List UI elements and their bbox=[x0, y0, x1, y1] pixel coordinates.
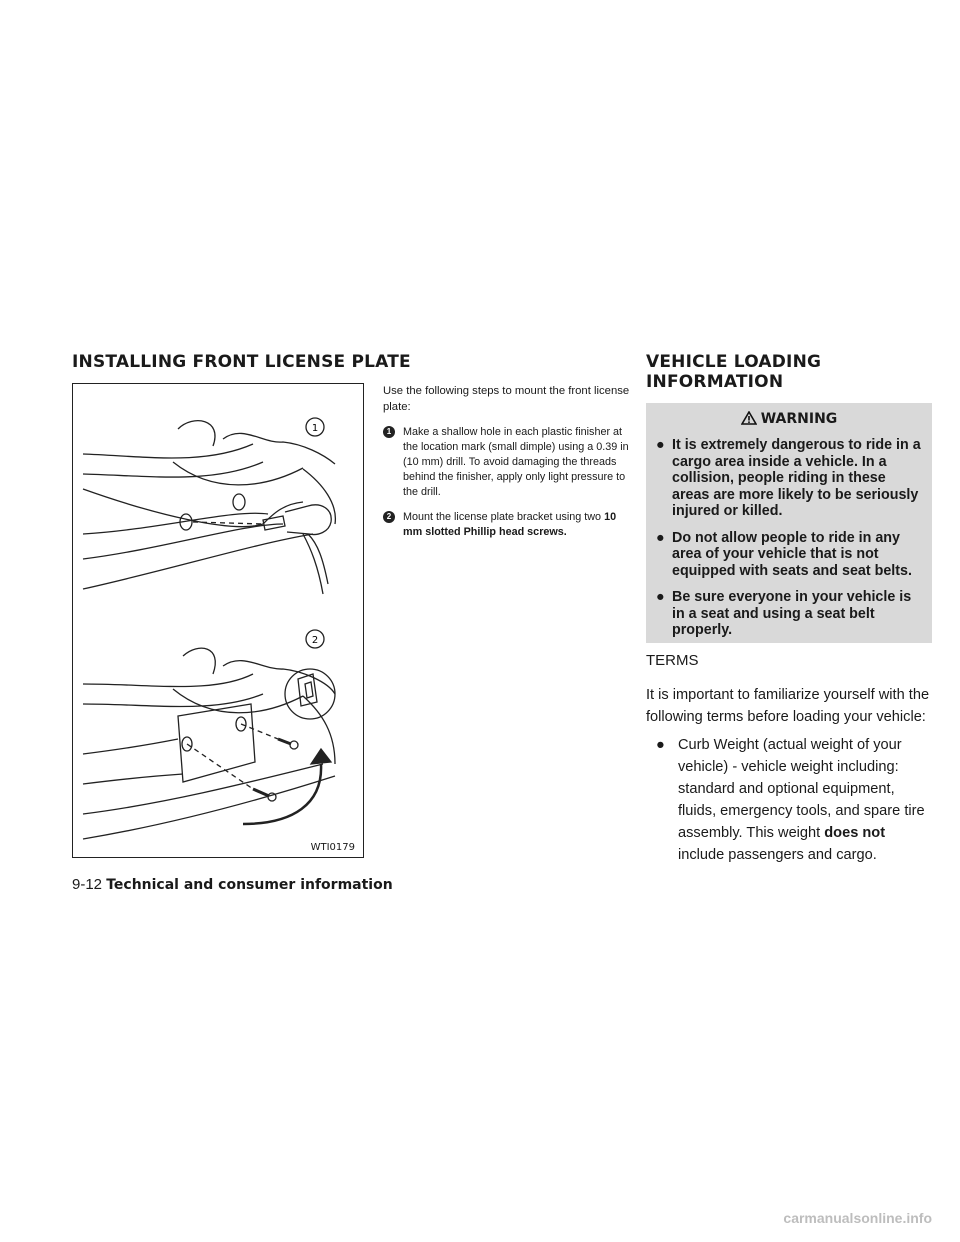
bullet-icon: ● bbox=[656, 529, 665, 546]
warning-item-1 bbox=[646, 437, 932, 520]
callout-1-label: 1 bbox=[311, 423, 319, 434]
section-title-vehicle-loading: VEHICLE LOADING INFORMATION bbox=[646, 352, 822, 392]
step-2-number: 2 bbox=[383, 511, 395, 523]
term-curb-weight-tail: include passengers and cargo. bbox=[678, 847, 877, 863]
warning-item-3-text: Be sure everyone in your vehicle is in a seat and using a seat belt properly. bbox=[672, 589, 912, 638]
warning-item-3 bbox=[646, 589, 932, 639]
bullet-icon: ● bbox=[656, 737, 665, 753]
warning-triangle-icon bbox=[741, 411, 757, 425]
step-2-screws: 10 mm slotted Phillip head screws. bbox=[403, 511, 617, 538]
bullet-icon: ● bbox=[656, 589, 665, 605]
step-2-text: Mount the license plate bracket using two bbox=[403, 511, 605, 523]
terms-intro: It is important to familiarize yourself with the following terms before loading your vehicle: bbox=[646, 687, 930, 725]
step-2 bbox=[383, 510, 638, 540]
warning-item-2 bbox=[646, 530, 932, 580]
bumper-drawing bbox=[73, 384, 363, 857]
terms-body bbox=[646, 684, 934, 866]
callout-1 bbox=[306, 418, 324, 436]
warning-box bbox=[646, 403, 932, 643]
bullet-icon: ● bbox=[656, 437, 665, 453]
blank-top-area bbox=[0, 0, 960, 343]
warning-title: WARNING bbox=[760, 411, 838, 427]
terms-heading: TERMS bbox=[646, 652, 699, 669]
warning-heading bbox=[646, 403, 932, 431]
term-curb-weight bbox=[646, 734, 934, 866]
footer-section-title: Technical and consumer information bbox=[106, 877, 393, 893]
section-title-license-plate: INSTALLING FRONT LICENSE PLATE bbox=[72, 352, 411, 372]
figure-id: WTI0179 bbox=[310, 842, 355, 853]
step-1 bbox=[383, 425, 638, 500]
warning-item-2-text: Do not allow people to ride in any area of your vehicle that is not equipped with seats and seat belts. bbox=[672, 529, 912, 579]
warning-item-1-text: It is extremely dangerous to ride in a cargo area inside a vehicle. In a collision, people riding in these areas are more likely to be seriously injured or killed. bbox=[672, 437, 921, 519]
license-plate-illustration bbox=[72, 383, 364, 858]
term-does-not: does not bbox=[824, 825, 886, 841]
callout-2-label: 2 bbox=[311, 635, 319, 646]
page-number: 9-12 bbox=[72, 876, 103, 893]
license-plate-instructions bbox=[383, 384, 638, 550]
watermark: carmanualsonline.info bbox=[783, 1210, 932, 1226]
callout-2 bbox=[306, 630, 324, 648]
instructions-intro: Use the following steps to mount the front license plate: bbox=[383, 385, 630, 413]
term-curb-weight-text: Curb Weight (actual weight of your vehicle) - vehicle weight including: standard and optional equipment, fluids, emergency tools, and spare tire assembly. This weight bbox=[678, 737, 925, 841]
page-footer bbox=[72, 876, 393, 893]
step-1-text: Make a shallow hole in each plastic finisher at the location mark (small dimple) using a 0.39 in (10 mm) drill. To avoid damaging the threads behind the finisher, apply only light pressure to the drill. bbox=[403, 426, 629, 498]
step-1-number: 1 bbox=[383, 426, 395, 438]
